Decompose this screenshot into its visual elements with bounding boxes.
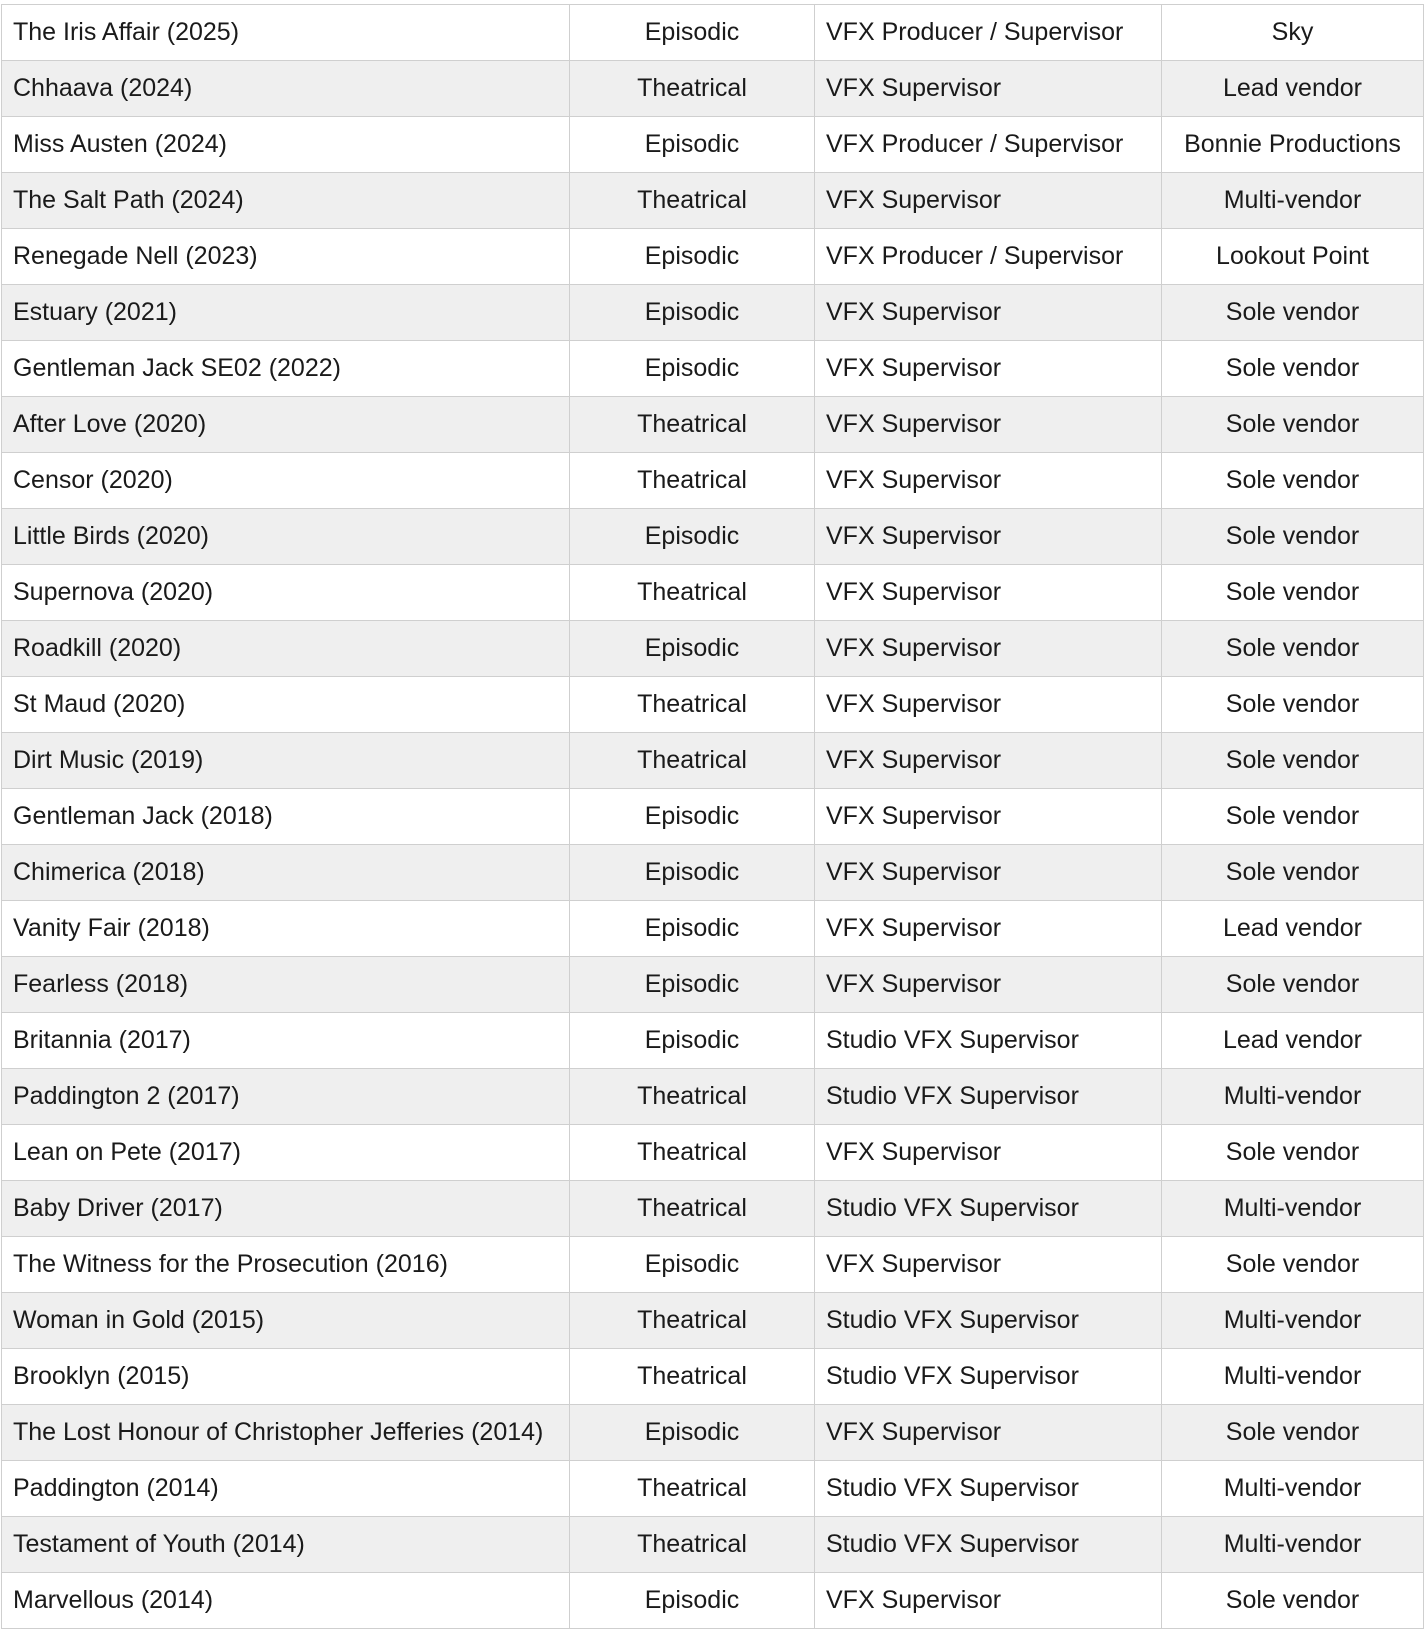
- project-title-cell: The Iris Affair (2025): [2, 5, 570, 61]
- project-title-cell: Testament of Youth (2014): [2, 1517, 570, 1573]
- credits-table-wrapper: [1, 4, 1423, 1629]
- vendor-cell: Sole vendor: [1162, 453, 1424, 509]
- table-row: [2, 509, 1424, 565]
- project-title-cell: Dirt Music (2019): [2, 733, 570, 789]
- vendor-cell: Sole vendor: [1162, 1405, 1424, 1461]
- project-title-cell: Miss Austen (2024): [2, 117, 570, 173]
- role-cell: Studio VFX Supervisor: [815, 1293, 1162, 1349]
- table-row: [2, 1125, 1424, 1181]
- project-type-cell: Theatrical: [570, 61, 815, 117]
- table-row: [2, 1181, 1424, 1237]
- project-title-cell: Chimerica (2018): [2, 845, 570, 901]
- credits-table: [1, 4, 1424, 1629]
- project-title-cell: Vanity Fair (2018): [2, 901, 570, 957]
- project-type-cell: Theatrical: [570, 1125, 815, 1181]
- project-type-cell: Theatrical: [570, 1517, 815, 1573]
- project-title-cell: St Maud (2020): [2, 677, 570, 733]
- project-type-cell: Episodic: [570, 5, 815, 61]
- vendor-cell: Bonnie Productions: [1162, 117, 1424, 173]
- role-cell: VFX Supervisor: [815, 845, 1162, 901]
- project-title-cell: Fearless (2018): [2, 957, 570, 1013]
- role-cell: Studio VFX Supervisor: [815, 1013, 1162, 1069]
- vendor-cell: Sole vendor: [1162, 509, 1424, 565]
- role-cell: Studio VFX Supervisor: [815, 1517, 1162, 1573]
- role-cell: VFX Producer / Supervisor: [815, 5, 1162, 61]
- table-row: [2, 957, 1424, 1013]
- vendor-cell: Multi-vendor: [1162, 173, 1424, 229]
- project-type-cell: Episodic: [570, 621, 815, 677]
- table-row: [2, 5, 1424, 61]
- table-row: [2, 341, 1424, 397]
- table-row: [2, 901, 1424, 957]
- vendor-cell: Sole vendor: [1162, 397, 1424, 453]
- table-row: [2, 285, 1424, 341]
- project-title-cell: Woman in Gold (2015): [2, 1293, 570, 1349]
- role-cell: Studio VFX Supervisor: [815, 1181, 1162, 1237]
- vendor-cell: Sole vendor: [1162, 845, 1424, 901]
- vendor-cell: Lookout Point: [1162, 229, 1424, 285]
- role-cell: VFX Supervisor: [815, 621, 1162, 677]
- project-type-cell: Episodic: [570, 341, 815, 397]
- table-row: [2, 229, 1424, 285]
- table-row: [2, 621, 1424, 677]
- table-row: [2, 677, 1424, 733]
- table-row: [2, 565, 1424, 621]
- table-row: [2, 1405, 1424, 1461]
- project-title-cell: The Lost Honour of Christopher Jefferies (2014): [2, 1405, 570, 1461]
- project-type-cell: Episodic: [570, 845, 815, 901]
- project-type-cell: Episodic: [570, 901, 815, 957]
- role-cell: VFX Supervisor: [815, 341, 1162, 397]
- vendor-cell: Sole vendor: [1162, 1237, 1424, 1293]
- project-title-cell: Censor (2020): [2, 453, 570, 509]
- project-title-cell: Gentleman Jack SE02 (2022): [2, 341, 570, 397]
- role-cell: VFX Supervisor: [815, 677, 1162, 733]
- role-cell: Studio VFX Supervisor: [815, 1461, 1162, 1517]
- project-title-cell: Supernova (2020): [2, 565, 570, 621]
- project-title-cell: Roadkill (2020): [2, 621, 570, 677]
- project-type-cell: Theatrical: [570, 565, 815, 621]
- role-cell: VFX Supervisor: [815, 173, 1162, 229]
- project-type-cell: Episodic: [570, 229, 815, 285]
- project-type-cell: Theatrical: [570, 1349, 815, 1405]
- project-type-cell: Theatrical: [570, 1461, 815, 1517]
- vendor-cell: Lead vendor: [1162, 61, 1424, 117]
- project-title-cell: Paddington (2014): [2, 1461, 570, 1517]
- vendor-cell: Multi-vendor: [1162, 1349, 1424, 1405]
- vendor-cell: Multi-vendor: [1162, 1461, 1424, 1517]
- role-cell: VFX Supervisor: [815, 733, 1162, 789]
- table-row: [2, 845, 1424, 901]
- project-type-cell: Theatrical: [570, 1181, 815, 1237]
- project-type-cell: Theatrical: [570, 677, 815, 733]
- role-cell: VFX Producer / Supervisor: [815, 117, 1162, 173]
- table-row: [2, 117, 1424, 173]
- vendor-cell: Lead vendor: [1162, 1013, 1424, 1069]
- project-title-cell: Gentleman Jack (2018): [2, 789, 570, 845]
- project-type-cell: Episodic: [570, 1237, 815, 1293]
- project-type-cell: Theatrical: [570, 173, 815, 229]
- project-title-cell: Britannia (2017): [2, 1013, 570, 1069]
- role-cell: Studio VFX Supervisor: [815, 1349, 1162, 1405]
- project-type-cell: Episodic: [570, 117, 815, 173]
- vendor-cell: Sole vendor: [1162, 621, 1424, 677]
- vendor-cell: Multi-vendor: [1162, 1181, 1424, 1237]
- project-title-cell: Renegade Nell (2023): [2, 229, 570, 285]
- table-row: [2, 1069, 1424, 1125]
- project-title-cell: Estuary (2021): [2, 285, 570, 341]
- project-type-cell: Theatrical: [570, 453, 815, 509]
- vendor-cell: Lead vendor: [1162, 901, 1424, 957]
- table-row: [2, 61, 1424, 117]
- project-type-cell: Theatrical: [570, 733, 815, 789]
- project-type-cell: Theatrical: [570, 397, 815, 453]
- role-cell: VFX Supervisor: [815, 957, 1162, 1013]
- project-type-cell: Episodic: [570, 285, 815, 341]
- role-cell: VFX Supervisor: [815, 1573, 1162, 1629]
- table-row: [2, 1349, 1424, 1405]
- table-row: [2, 1013, 1424, 1069]
- role-cell: Studio VFX Supervisor: [815, 1069, 1162, 1125]
- vendor-cell: Multi-vendor: [1162, 1069, 1424, 1125]
- project-type-cell: Episodic: [570, 1013, 815, 1069]
- project-type-cell: Episodic: [570, 1405, 815, 1461]
- project-title-cell: Marvellous (2014): [2, 1573, 570, 1629]
- role-cell: VFX Supervisor: [815, 397, 1162, 453]
- vendor-cell: Sole vendor: [1162, 285, 1424, 341]
- project-title-cell: Chhaava (2024): [2, 61, 570, 117]
- table-row: [2, 453, 1424, 509]
- project-title-cell: Brooklyn (2015): [2, 1349, 570, 1405]
- table-row: [2, 1461, 1424, 1517]
- project-title-cell: After Love (2020): [2, 397, 570, 453]
- credits-table-body: [2, 5, 1424, 1629]
- vendor-cell: Sole vendor: [1162, 677, 1424, 733]
- project-title-cell: Paddington 2 (2017): [2, 1069, 570, 1125]
- vendor-cell: Sole vendor: [1162, 957, 1424, 1013]
- vendor-cell: Sky: [1162, 5, 1424, 61]
- vendor-cell: Sole vendor: [1162, 789, 1424, 845]
- role-cell: VFX Supervisor: [815, 901, 1162, 957]
- project-title-cell: Baby Driver (2017): [2, 1181, 570, 1237]
- role-cell: VFX Supervisor: [815, 1237, 1162, 1293]
- project-type-cell: Theatrical: [570, 1069, 815, 1125]
- project-title-cell: The Witness for the Prosecution (2016): [2, 1237, 570, 1293]
- table-row: [2, 397, 1424, 453]
- role-cell: VFX Supervisor: [815, 61, 1162, 117]
- project-title-cell: Little Birds (2020): [2, 509, 570, 565]
- vendor-cell: Sole vendor: [1162, 1573, 1424, 1629]
- vendor-cell: Sole vendor: [1162, 1125, 1424, 1181]
- table-row: [2, 1573, 1424, 1629]
- project-title-cell: The Salt Path (2024): [2, 173, 570, 229]
- table-row: [2, 1293, 1424, 1349]
- table-row: [2, 1237, 1424, 1293]
- role-cell: VFX Supervisor: [815, 453, 1162, 509]
- project-type-cell: Theatrical: [570, 1293, 815, 1349]
- role-cell: VFX Supervisor: [815, 1125, 1162, 1181]
- vendor-cell: Sole vendor: [1162, 341, 1424, 397]
- vendor-cell: Sole vendor: [1162, 733, 1424, 789]
- project-type-cell: Episodic: [570, 957, 815, 1013]
- vendor-cell: Sole vendor: [1162, 565, 1424, 621]
- role-cell: VFX Supervisor: [815, 285, 1162, 341]
- role-cell: VFX Supervisor: [815, 565, 1162, 621]
- project-title-cell: Lean on Pete (2017): [2, 1125, 570, 1181]
- role-cell: VFX Supervisor: [815, 1405, 1162, 1461]
- table-row: [2, 1517, 1424, 1573]
- project-type-cell: Episodic: [570, 789, 815, 845]
- vendor-cell: Multi-vendor: [1162, 1517, 1424, 1573]
- table-row: [2, 173, 1424, 229]
- project-type-cell: Episodic: [570, 1573, 815, 1629]
- project-type-cell: Episodic: [570, 509, 815, 565]
- vendor-cell: Multi-vendor: [1162, 1293, 1424, 1349]
- table-row: [2, 733, 1424, 789]
- role-cell: VFX Producer / Supervisor: [815, 229, 1162, 285]
- table-row: [2, 789, 1424, 845]
- role-cell: VFX Supervisor: [815, 789, 1162, 845]
- role-cell: VFX Supervisor: [815, 509, 1162, 565]
